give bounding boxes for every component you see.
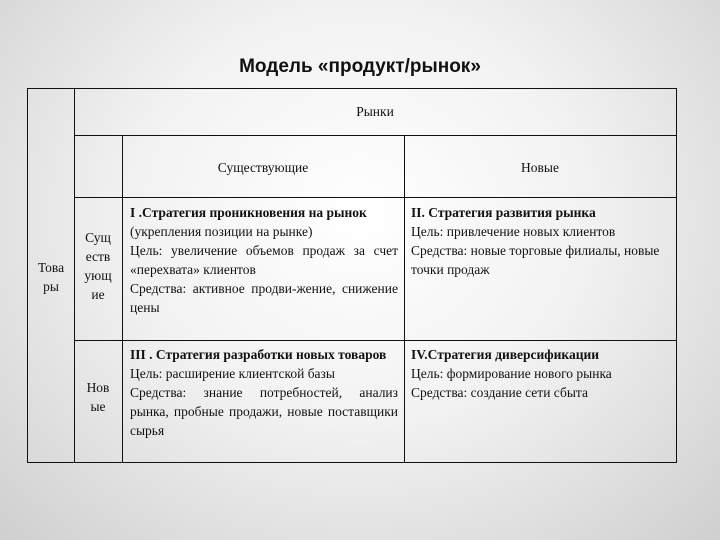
strategy-means: Средства: активное продви-жение, снижение цены <box>130 281 398 315</box>
header-existing-markets: Существующие <box>217 160 309 175</box>
strategy-title: I .Стратегия проникновения на рынок <box>130 205 367 220</box>
strategy-means: Средства: создание сети сбыта <box>411 385 588 400</box>
table-border-left <box>27 88 28 463</box>
header-new-markets: Новые <box>521 160 559 175</box>
strategy-goal: Цель: расширение клиентской базы <box>130 366 335 381</box>
strategy-means: Средства: знание потребностей, анализ рынка, пробные продажи, новые поставщики сырья <box>130 385 398 438</box>
divider <box>74 197 676 198</box>
divider <box>404 135 405 462</box>
table-border-bottom <box>27 462 677 463</box>
strategy-product-development <box>130 345 398 440</box>
row-label-existing-products: Сущ еств ующ ие <box>84 230 112 302</box>
divider <box>74 88 75 463</box>
strategy-title: IV.Стратегия диверсификации <box>411 347 600 362</box>
strategy-line: (укрепления позиции на рынке) <box>130 224 313 239</box>
strategy-market-development <box>411 203 673 279</box>
strategy-diversification <box>411 345 673 402</box>
table-border-top <box>27 88 677 89</box>
row-label-new-products: Нов ые <box>86 380 110 414</box>
divider <box>74 340 676 341</box>
strategy-goal: Цель: формирование нового рынка <box>411 366 612 381</box>
divider <box>122 135 123 462</box>
strategy-goal: Цель: привлечение новых клиентов <box>411 224 616 239</box>
strategy-title: II. Стратегия развития рынка <box>411 205 596 220</box>
row-label-products: Това ры <box>37 260 65 294</box>
divider <box>74 135 676 136</box>
strategy-market-penetration <box>130 203 398 317</box>
page-title: Модель «продукт/рынок» <box>239 56 481 77</box>
strategy-means: Средства: новые торговые филиалы, новые точки продаж <box>411 243 660 277</box>
strategy-title: III . Стратегия разработки новых товаров <box>130 347 387 362</box>
table-border-right <box>676 88 677 463</box>
strategy-goal: Цель: увеличение объемов продаж за счет «перехвата» клиентов <box>130 243 398 277</box>
header-markets: Рынки <box>356 104 394 119</box>
